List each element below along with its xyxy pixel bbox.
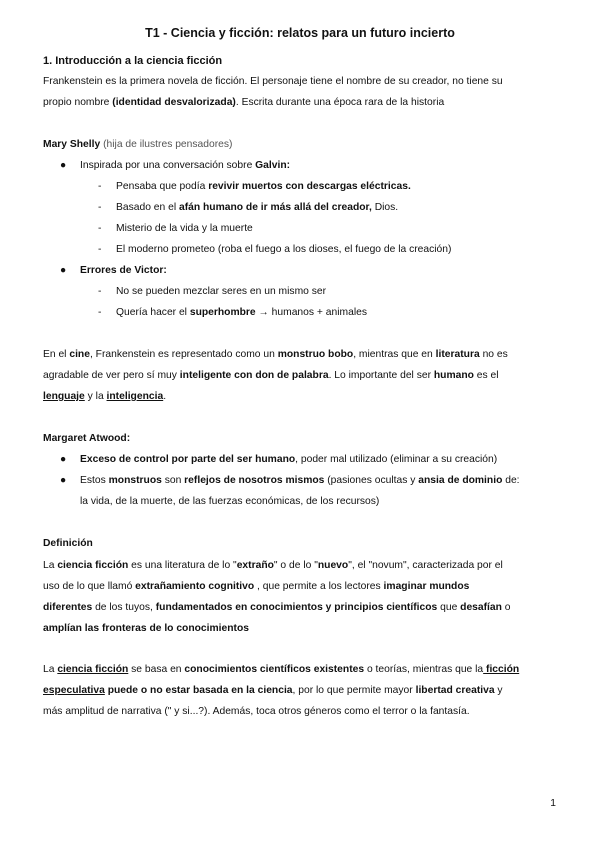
text-run: son [161, 475, 185, 486]
text-run: La [43, 664, 58, 675]
underlined-run: especulativa [43, 685, 105, 696]
underlined-run: ficción [483, 664, 520, 675]
text-run: Misterio de la vida y la muerte [116, 223, 253, 234]
bold-run: libertad creativa [415, 685, 495, 696]
especulativa-paragraph [43, 659, 558, 722]
text-run: es el [473, 370, 499, 381]
sub-item [98, 244, 451, 255]
dash-icon: - [98, 181, 102, 192]
bold-run: conocimientos científicos existentes [184, 664, 365, 675]
bold-run: extraño [236, 560, 274, 571]
bold-run: imaginar mundos [383, 581, 470, 592]
text-run: (pasiones ocultas y [324, 475, 419, 486]
bold-run: nuevo [317, 560, 349, 571]
bold-run: (identidad desvalorizada) [112, 97, 236, 108]
text-run: Frankenstein es la primera novela de ficción. El personaje tiene el nombre de su creador, no tiene su [43, 76, 503, 87]
bold-run: reflejos de nosotros mismos [184, 475, 325, 486]
bullet-continuation: la vida, de la muerte, de las fuerzas económicas, de los recursos) [80, 496, 380, 507]
sub-item [98, 202, 398, 213]
bullet-item [60, 265, 167, 276]
sub-item [98, 223, 253, 234]
bold-run: Exceso de control por parte del ser humano [80, 454, 296, 465]
bold-run: amplían las fronteras de lo conocimientos [43, 623, 249, 634]
text-run: o [501, 602, 511, 613]
text-run: no es [479, 349, 508, 360]
text-run: La [43, 560, 58, 571]
text-run: es una literatura de lo " [128, 560, 237, 571]
sub-item [98, 286, 326, 297]
bold-run: fundamentados en conocimientos y principios científicos [155, 602, 438, 613]
atwood-heading: Margaret Atwood: [43, 433, 131, 444]
bold-run: monstruo bobo [277, 349, 354, 360]
bullet-icon: ● [60, 454, 67, 465]
dash-icon: - [98, 223, 102, 234]
text-run: , Frankenstein es representado como un [89, 349, 278, 360]
underlined-run: inteligencia [106, 391, 164, 402]
bold-run: afán humano de ir más allá del creador, [178, 202, 375, 213]
section-heading-intro: 1. Introducción a la ciencia ficción [43, 55, 223, 67]
bullet-icon: ● [60, 160, 67, 171]
bullet-icon: ● [60, 475, 67, 486]
dash-icon: - [98, 202, 102, 213]
bold-run: ciencia ficción [57, 560, 129, 571]
text-run: agradable de ver pero sí muy [43, 370, 180, 381]
text-run: Inspirada por una conversación sobre [80, 160, 256, 171]
bold-run: Errores de Victor: [80, 265, 167, 276]
text-run: . [163, 391, 167, 402]
bold-run: cine [69, 349, 90, 360]
text-run: , que permite a los lectores [254, 581, 384, 592]
bold-run: ansia de dominio [418, 475, 503, 486]
sub-item [98, 181, 411, 192]
text-run: Estos [80, 475, 109, 486]
text-run: Pensaba que podía [116, 181, 209, 192]
bullet-item [60, 454, 497, 465]
page-number: 1 [550, 798, 556, 809]
text-run: . Escrita durante una época rara de la historia [235, 97, 445, 108]
page-title: T1 - Ciencia y ficción: relatos para un futuro incierto [145, 26, 455, 40]
dash-icon: - [98, 244, 102, 255]
text-run: Dios. [374, 202, 399, 213]
text-run: y [494, 685, 503, 696]
text-run: se basa en [128, 664, 185, 675]
bullet-icon: ● [60, 265, 67, 276]
text-run: y la [84, 391, 107, 402]
dash-icon: - [98, 307, 102, 318]
text-run: de: [502, 475, 520, 486]
text-run: " o de lo " [273, 560, 318, 571]
text-run: En el [43, 349, 70, 360]
text-run: (hija de ilustres pensadores) [100, 139, 233, 150]
text-run: El moderno prometeo (roba el fuego a los dioses, el fuego de la creación) [116, 244, 452, 255]
text-run: propio nombre [43, 97, 113, 108]
bold-run: humano [433, 370, 474, 381]
bold-run: desafían [460, 602, 502, 613]
sub-item [98, 307, 367, 318]
text-run: No se pueden mezclar seres en un mismo ser [116, 286, 327, 297]
bold-run: diferentes [43, 602, 93, 613]
text-run: que [437, 602, 461, 613]
text-run: más amplitud de narrativa (" y si...?). Además, toca otros géneros como el terror o la fantasía. [43, 706, 470, 717]
underlined-run: lenguaje [43, 391, 85, 402]
text-run: . Lo importante del ser [328, 370, 434, 381]
text-run: , poder mal utilizado (eliminar a su creación) [295, 454, 498, 465]
cine-paragraph [43, 344, 558, 407]
definicion-heading: Definición [43, 538, 93, 549]
bold-run: Mary Shelly [43, 139, 101, 150]
dash-icon: - [98, 286, 102, 297]
text-run: o teorías, mientras que la [364, 664, 484, 675]
text-run: Quería hacer el [116, 307, 190, 318]
bold-run: superhombre [189, 307, 256, 318]
text-run: → humanos + animales [255, 307, 367, 318]
bold-run: literatura [435, 349, 480, 360]
shelley-heading [43, 139, 232, 150]
bullet-item [60, 160, 290, 171]
text-run: Basado en el [116, 202, 179, 213]
text-run: de los tuyos, [92, 602, 156, 613]
text-run: , mientras que en [353, 349, 436, 360]
bold-run: inteligente con don de palabra [179, 370, 329, 381]
text-run: ", el "novum", caracterizada por el [348, 560, 503, 571]
bold-run: revivir muertos con descargas eléctricas. [208, 181, 411, 192]
bold-run: puede o no estar basada en la ciencia [104, 685, 293, 696]
text-run: uso de lo que llamó [43, 581, 136, 592]
underlined-run: ciencia ficción [57, 664, 129, 675]
intro-paragraph [43, 71, 558, 113]
definicion-paragraph [43, 555, 558, 639]
bold-run: monstruos [108, 475, 162, 486]
text-run: , por lo que permite mayor [292, 685, 416, 696]
bullet-item [60, 475, 560, 486]
bold-run: extrañamiento cognitivo [135, 581, 255, 592]
bold-run: Galvin: [255, 160, 291, 171]
